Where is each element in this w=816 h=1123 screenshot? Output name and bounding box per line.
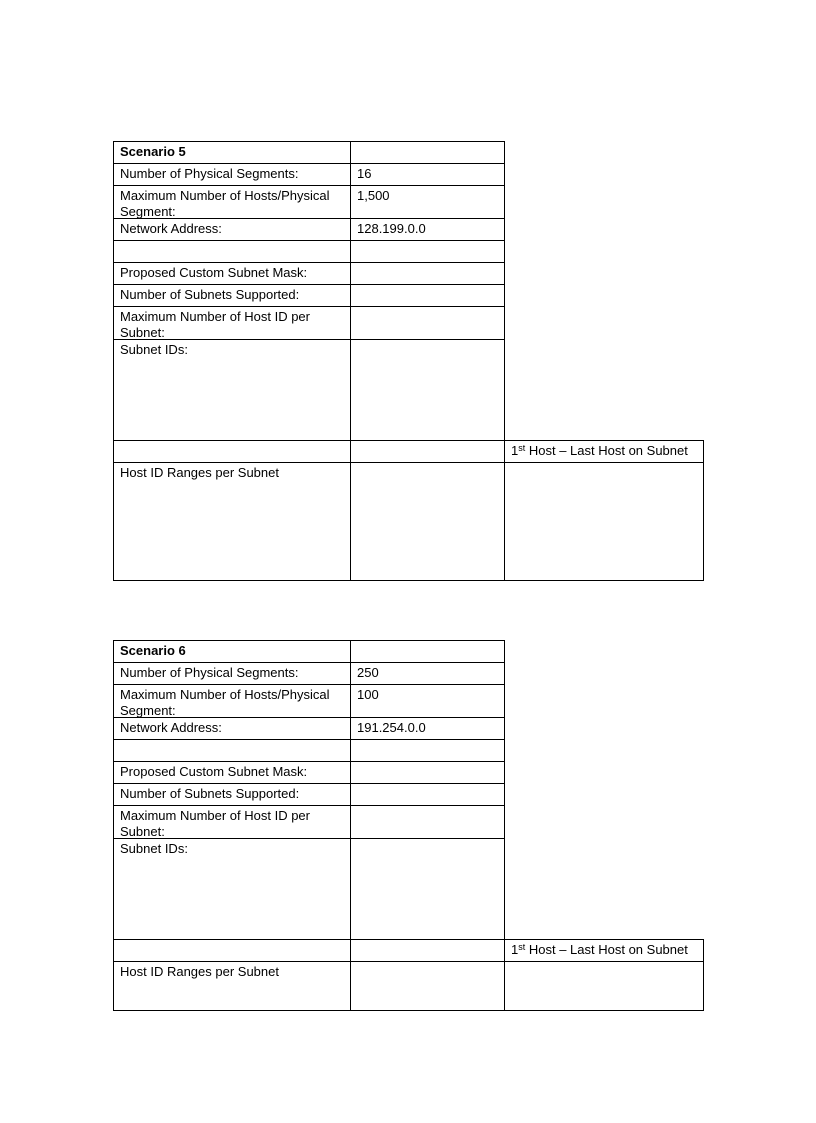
host-range-header-superscript: st bbox=[518, 443, 526, 453]
max-host-id-answer[interactable] bbox=[351, 806, 504, 838]
host-ranges-answer[interactable] bbox=[351, 463, 504, 580]
host-range-header-text: Host – Last Host on Subnet bbox=[525, 942, 688, 957]
table-rule bbox=[703, 939, 704, 1011]
segments-value[interactable]: 250 bbox=[357, 665, 379, 680]
host-ranges-first-last-answer[interactable] bbox=[505, 463, 703, 580]
scenario-title: Scenario 5 bbox=[120, 144, 186, 159]
host-ranges-first-last-answer[interactable] bbox=[505, 962, 703, 1010]
max-host-id-answer[interactable] bbox=[351, 307, 504, 339]
network-address-label: Network Address: bbox=[120, 221, 222, 236]
network-address-value[interactable]: 191.254.0.0 bbox=[357, 720, 426, 735]
host-ranges-label: Host ID Ranges per Subnet bbox=[120, 964, 279, 979]
max-host-id-label: Maximum Number of Host ID per Subnet: bbox=[120, 309, 310, 339]
max-hosts-value[interactable]: 100 bbox=[357, 687, 379, 702]
host-range-header bbox=[505, 940, 703, 961]
host-range-header-number: 1 bbox=[511, 443, 519, 458]
scenario-title: Scenario 6 bbox=[120, 643, 186, 658]
segments-label: Number of Physical Segments: bbox=[120, 166, 299, 181]
max-hosts-value[interactable]: 1,500 bbox=[357, 188, 390, 203]
subnet-ids-label: Subnet IDs: bbox=[120, 342, 188, 357]
subnet-mask-label: Proposed Custom Subnet Mask: bbox=[120, 764, 308, 779]
network-address-label: Network Address: bbox=[120, 720, 222, 735]
host-range-header-number: 1 bbox=[511, 942, 519, 957]
table-rule bbox=[113, 1010, 704, 1011]
table-rule bbox=[113, 240, 505, 241]
segments-label: Number of Physical Segments: bbox=[120, 665, 299, 680]
subnets-supported-label: Number of Subnets Supported: bbox=[120, 786, 300, 801]
table-rule bbox=[113, 739, 505, 740]
max-hosts-label: Maximum Number of Hosts/Physical Segment: bbox=[120, 188, 330, 218]
subnet-mask-answer[interactable] bbox=[351, 762, 504, 783]
subnets-supported-label: Number of Subnets Supported: bbox=[120, 287, 300, 302]
max-host-id-label: Maximum Number of Host ID per Subnet: bbox=[120, 808, 310, 838]
table-rule bbox=[113, 580, 704, 581]
network-address-value[interactable]: 128.199.0.0 bbox=[357, 221, 426, 236]
subnet-mask-answer[interactable] bbox=[351, 263, 504, 284]
subnet-ids-answer[interactable] bbox=[351, 340, 504, 440]
host-range-header bbox=[505, 441, 703, 462]
subnets-supported-answer[interactable] bbox=[351, 285, 504, 306]
host-ranges-label: Host ID Ranges per Subnet bbox=[120, 465, 279, 480]
host-range-header-superscript: st bbox=[518, 942, 526, 952]
segments-value[interactable]: 16 bbox=[357, 166, 372, 181]
subnet-ids-label: Subnet IDs: bbox=[120, 841, 188, 856]
subnet-mask-label: Proposed Custom Subnet Mask: bbox=[120, 265, 308, 280]
subnet-ids-answer[interactable] bbox=[351, 839, 504, 939]
max-hosts-label: Maximum Number of Hosts/Physical Segment: bbox=[120, 687, 330, 717]
host-ranges-answer[interactable] bbox=[351, 962, 504, 1010]
table-rule bbox=[703, 440, 704, 581]
host-range-header-text: Host – Last Host on Subnet bbox=[525, 443, 688, 458]
subnets-supported-answer[interactable] bbox=[351, 784, 504, 805]
